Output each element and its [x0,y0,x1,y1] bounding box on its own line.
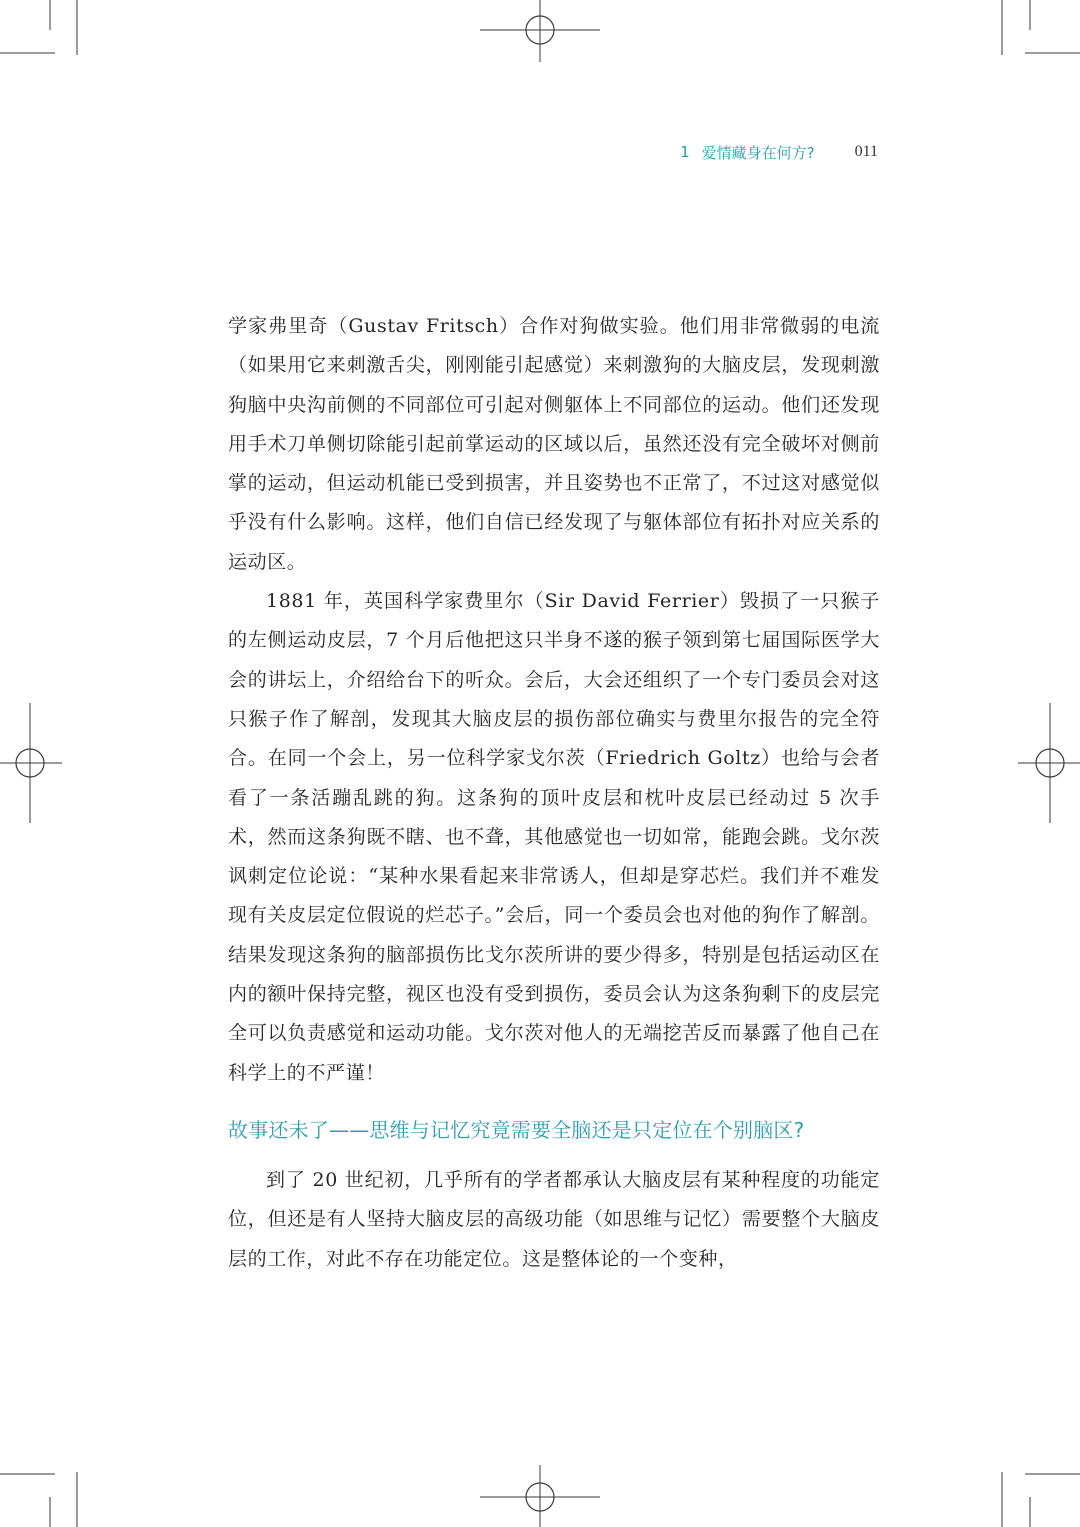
chapter-title: 爱情藏身在何方? [701,143,815,162]
running-header [560,140,878,164]
paragraph-continuation: 学家弗里奇（Gustav Fritsch）合作对狗做实验。他们用非常微弱的电流（如果用它来刺激舌尖，刚刚能引起感觉）来刺激狗的大脑皮层，发现刺激狗脑中央沟前侧的不同部位可引起对侧躯体上不同部位的运动。他们还发现用手术刀单侧切除能引起前掌运动的区域以后，虽然还没有完全破坏对侧前掌的运动，但运动机能已受到损害，并且姿势也不正常了，不过这对感觉似乎没有什么影响。这样，他们自信已经发现了与躯体部位有拓扑对应关系的运动区。 [228,315,880,573]
chapter-number: 1 [680,143,690,161]
paragraph: 到了 20 世纪初，几乎所有的学者都承认大脑皮层有某种程度的功能定位，但还是有人坚持大脑皮层的高级功能（如思维与记忆）需要整个大脑皮层的工作，对此不存在功能定位。这是整体论的一个变种， [228,1168,880,1270]
page-number: 011 [854,143,878,160]
paragraph: 1881 年，英国科学家费里尔（Sir David Ferrier）毁损了一只猴子的左侧运动皮层，7 个月后他把这只半身不遂的猴子领到第七届国际医学大会的讲坛上，介绍给台下的听众。会后，大会还组织了一个专门委员会对这只猴子作了解剖，发现其大脑皮层的损伤部位确实与费里尔报告的完全符合。在同一个会上，另一位科学家戈尔茨（Friedrich Goltz）也给与会者看了一条活蹦乱跳的狗。这条狗的顶叶皮层和枕叶皮层已经动过 5 次手术，然而这条狗既不瞎、也不聋，其他感觉也一切如常，能跑会跳。戈尔茨讽刺定位论说：“某种水果看起来非常诱人，但却是穿芯烂。我们并不难发现有关皮层定位假说的烂芯子。”会后，同一个委员会也对他的狗作了解剖。结果发现这条狗的脑部损伤比戈尔茨所讲的要少得多，特别是包括运动区在内的额叶保持完整，视区也没有受到损伤，委员会认为这条狗剩下的皮层完全可以负责感觉和运动功能。戈尔茨对他人的无端挖苦反而暴露了他自己在科学上的不严谨！ [228,590,880,1084]
section-heading: 故事还未了——思维与记忆究竟需要全脑还是只定位在个别脑区? [228,1117,805,1142]
body-text [228,307,880,1279]
